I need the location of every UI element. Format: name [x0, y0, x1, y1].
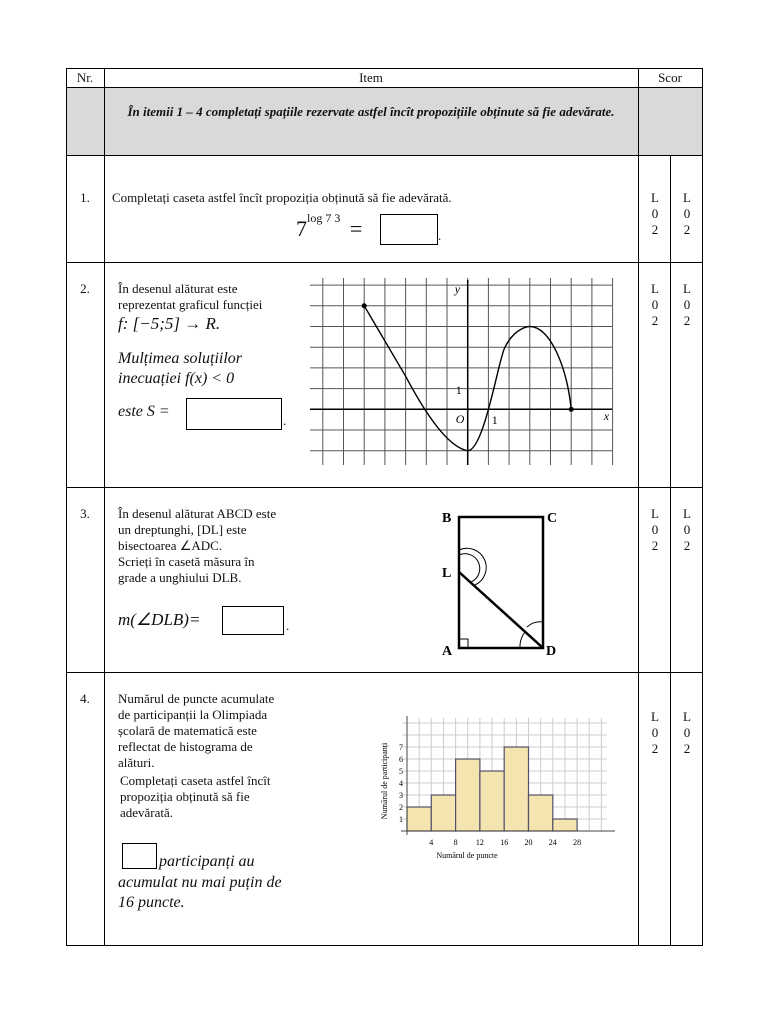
score-label: L: [683, 506, 691, 521]
score-label: L: [683, 190, 691, 205]
axis-label-o: O: [455, 412, 465, 426]
header-score: Scor: [658, 70, 682, 85]
hist-xlabel: Numărul de puncte: [436, 851, 498, 860]
item2-text: În desenul alăturat este: [118, 281, 238, 296]
item-text-line: adevărată.: [120, 805, 174, 820]
score-label: 2: [651, 741, 659, 756]
item-text-line: de participanții la Olimpiada: [118, 707, 268, 722]
item3-formula: m(∠DLB)=: [118, 610, 201, 629]
point-c: C: [547, 511, 558, 526]
axis-label-y: y: [454, 282, 461, 296]
score-label: L: [651, 190, 659, 205]
answer-box-3[interactable]: [222, 606, 284, 635]
table-border: [66, 672, 702, 673]
item-text-line: Scrieți în casetă măsura în: [118, 554, 255, 569]
table-border: [66, 262, 702, 263]
item-text-line: Numărul de puncte acumulate: [118, 691, 275, 706]
score-label: L: [651, 506, 659, 521]
histogram-bar: [456, 759, 480, 831]
answer-box-2[interactable]: [186, 398, 282, 430]
table-border: [66, 68, 702, 69]
period: .: [286, 618, 290, 633]
item-text-line: grade a unghiului DLB.: [118, 570, 242, 585]
formula-exp: log 7 3: [307, 210, 341, 225]
item2-function: f: [−5;5] → R.: [118, 314, 221, 333]
hist-y-tick: 5: [399, 767, 403, 776]
item-number: 3.: [80, 506, 90, 521]
item4-answer: participanți au: [159, 853, 255, 870]
formula-eq: =: [349, 216, 363, 241]
item2-question: inecuației f(x) < 0: [118, 370, 235, 387]
score-label: L: [683, 709, 691, 724]
histogram-bar: [480, 771, 504, 831]
score-label: 2: [683, 741, 691, 756]
score-label: 2: [683, 538, 691, 553]
table-border: [638, 68, 639, 946]
point-d: D: [546, 644, 557, 659]
item-text-line: bisectoarea ∠ADC.: [118, 538, 223, 553]
histogram-bar: [553, 819, 577, 831]
answer-box-1[interactable]: [380, 214, 438, 245]
hist-x-tick: 24: [548, 838, 557, 847]
item1-text: Completați caseta astfel încît propoziția obținută să fie adevărată.: [112, 190, 452, 205]
score-label: 0: [683, 725, 691, 740]
score-label: 0: [651, 522, 659, 537]
point-l: L: [442, 566, 452, 581]
table-border: [66, 487, 702, 488]
item-number: 2.: [80, 281, 90, 296]
instruction-row-bg: [66, 87, 702, 155]
hist-y-tick: 4: [399, 779, 403, 788]
table-border: [66, 87, 702, 88]
table-border: [66, 155, 702, 156]
histogram-bar: [529, 795, 553, 831]
score-label: 0: [683, 206, 691, 221]
score-label: 0: [683, 522, 691, 537]
header-item: Item: [359, 70, 383, 85]
table-border: [670, 155, 671, 946]
item4-answer: acumulat nu mai puțin de: [118, 874, 282, 891]
item-text-line: școlară de matematică este: [118, 723, 257, 738]
function-graph: [300, 270, 620, 470]
table-border: [702, 68, 703, 946]
item-number: 1.: [80, 190, 90, 205]
histogram-bar: [431, 795, 455, 831]
item-text-line: un dreptunghi, [DL] este: [118, 522, 247, 537]
score-label: 0: [651, 725, 659, 740]
item2-question: este S =: [118, 403, 170, 420]
axis-label-one_x: 1: [491, 413, 498, 427]
hist-x-tick: 16: [500, 838, 509, 847]
table-border: [104, 68, 105, 946]
score-label: 0: [651, 297, 659, 312]
hist-y-tick: 3: [399, 791, 403, 800]
rectangle-figure: [430, 500, 570, 665]
period: .: [438, 228, 442, 243]
histogram-bar: [407, 807, 431, 831]
hist-x-tick: 28: [573, 838, 582, 847]
score-label: L: [651, 281, 659, 296]
score-label: 0: [651, 206, 659, 221]
hist-x-tick: 12: [475, 838, 484, 847]
hist-x-tick: 8: [453, 838, 458, 847]
score-label: 2: [651, 538, 659, 553]
header-nr: Nr.: [76, 70, 94, 85]
histogram: [370, 710, 620, 870]
hist-y-tick: 6: [399, 755, 403, 764]
hist-ylabel: Numărul de participanți: [380, 742, 389, 820]
score-label: L: [683, 281, 691, 296]
item-text-line: propoziția obținută să fie: [120, 789, 250, 804]
histogram-bar: [504, 747, 528, 831]
hist-x-tick: 4: [429, 838, 434, 847]
point-b: B: [442, 511, 452, 526]
score-label: 2: [683, 222, 691, 237]
item4-answer: 16 puncte.: [118, 894, 185, 911]
score-label: L: [651, 709, 659, 724]
item-text-line: alături.: [118, 755, 155, 770]
score-label: 2: [651, 222, 659, 237]
formula-base: 7: [296, 216, 307, 241]
hist-y-tick: 1: [399, 815, 403, 824]
axis-label-one_y: 1: [455, 383, 462, 397]
hist-y-tick: 2: [399, 803, 403, 812]
item2-question: Mulțimea soluțiilor: [118, 350, 242, 367]
item-number: 4.: [80, 691, 90, 706]
endpoint: [569, 407, 574, 412]
hist-x-tick: 20: [524, 838, 533, 847]
score-label: 2: [683, 313, 691, 328]
instruction: În itemii 1 – 4 completați spațiile rezervate astfel încît propozițiile obținute să fie adevărate.: [127, 104, 615, 119]
answer-box-4[interactable]: [122, 843, 157, 869]
score-label: 0: [683, 297, 691, 312]
item2-text: reprezentat graficul funcției: [118, 297, 263, 312]
score-label: 2: [651, 313, 659, 328]
axis-label-x: x: [603, 409, 610, 423]
item-text-line: În desenul alăturat ABCD este: [118, 506, 277, 521]
hist-y-tick: 7: [399, 743, 403, 752]
item-text-line: reflectat de histograma de: [118, 739, 253, 754]
item1-formula: [296, 210, 363, 242]
item-text-line: Completați caseta astfel încît: [120, 773, 271, 788]
point-a: A: [442, 644, 453, 659]
endpoint: [362, 303, 367, 308]
period: .: [283, 413, 287, 428]
table-border: [66, 945, 702, 946]
